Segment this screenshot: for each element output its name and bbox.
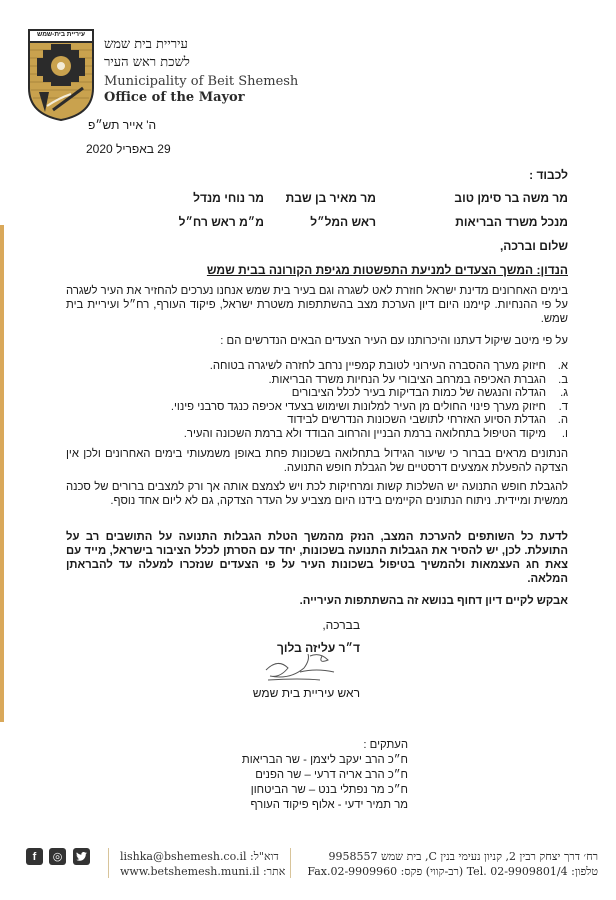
closing-regards: בברכה, <box>322 618 360 632</box>
phone-fax-line: טלפון: Tel. 02-9909801/4 (רב-קווי) פקס: Fax.02-9909960 <box>307 865 598 878</box>
recipient-name-3: מר נוחי מנדל <box>193 191 264 205</box>
subject-line: הנדון: המשך הצעדים למניעת התפשטות מגיפת הקורונה בבית שמש <box>206 263 568 277</box>
cc-label: העתקים : <box>363 739 408 751</box>
list-item-text: חיזוק מערך פינוי החולים מן העיר למלונות ושימוש בצעדי אכיפה כנגד סרבני פינוי. <box>170 400 546 413</box>
signer-name: ד״ר עליזה בלוך <box>276 641 360 655</box>
signature <box>260 650 342 684</box>
cc-item: ח״כ הרב אריה דרעי – שר הפנים <box>255 769 408 781</box>
list-item-text: הגברת האכיפה במרחב הציבורי על הנחיות משרד הבריאות. <box>268 373 546 386</box>
footer-divider <box>108 848 109 878</box>
list-item <box>88 414 568 428</box>
list-marker: ו. <box>561 427 568 440</box>
recipient-title-2: ראש המל״ל <box>310 215 376 229</box>
list-item <box>88 428 568 442</box>
instagram-icon[interactable]: ◎ <box>49 848 66 865</box>
recipient-name-1: מר משה בר סימן טוב <box>454 191 568 205</box>
twitter-icon[interactable] <box>73 848 90 865</box>
date-gregorian: 29 באפריל 2020 <box>86 142 171 156</box>
footer-address <box>307 849 598 879</box>
list-item-text: הגדלת הסיוע האזרחי לתושבי השכונות הנדרשים לבידוד <box>287 414 546 426</box>
office-name-hebrew: לשכת ראש העיר <box>104 55 190 70</box>
recipient-title-3: מ״מ ראש רח״ל <box>178 215 264 229</box>
list-marker: ג. <box>560 387 568 399</box>
action-items-list <box>88 360 568 441</box>
list-marker: ד. <box>558 400 568 413</box>
list-item-text: חיזוק מערך ההסברה העירוני לטובת קמפיין נרחב לחזרה לשיגרה בטוחה. <box>209 360 546 372</box>
list-item <box>88 387 568 401</box>
body-paragraph-2: על פי מיטב שיקול דעתנו והיכרותנו עם העיר הצעדים הבאים הנדרשים הם : <box>220 335 568 347</box>
accent-bar <box>0 225 4 722</box>
list-item <box>88 360 568 374</box>
footer-contact <box>120 849 285 879</box>
logo-banner-text: עיריית בית-שמש <box>37 31 85 38</box>
address-line: רח׳ דרך יצחק רבין 2, קניון נעימי בנין C, בית שמש 9958557 <box>328 850 598 863</box>
signer-title: ראש עיריית בית שמש <box>252 686 360 700</box>
org-name-hebrew: עיריית בית שמש <box>104 37 188 52</box>
recipient-name-2: מר מאיר בן שבת <box>285 191 376 205</box>
email-link[interactable]: דוא"ל: lishka@bshemesh.co.il <box>120 850 279 863</box>
date-hebrew: ה' אייר תש״פ <box>88 118 157 132</box>
list-marker: ב. <box>558 373 568 386</box>
greeting: שלום וברכה, <box>499 239 568 253</box>
list-item <box>88 401 568 415</box>
municipality-logo <box>27 28 95 122</box>
office-name-english: Office of the Mayor <box>104 90 245 105</box>
org-name-english: Municipality of Beit Shemesh <box>104 74 299 89</box>
website-link[interactable]: אתר: www.betshemesh.muni.il <box>120 865 286 878</box>
cc-item: ח״כ הרב יעקב ליצמן - שר הבריאות <box>241 754 408 766</box>
body-paragraph-6: אבקש לקיים דיון דחוף בנושא זה בהשתתפות העירייה. <box>299 595 568 607</box>
list-item-text: מיקוד הטיפול בתחלואה ברמת הבניין והרחוב הבודד ולא ברמת השכונה והעיר. <box>183 427 546 440</box>
body-paragraph-4: להגבלת חופש התנועה יש השלכות קשות ומרחיקות לכת ויש לצמצם אותה אך ורק למצבים ברורים של סכנה ממשית ומיידית. ניתוח הנתונים הקיימים בידנו היום מצביע על העדר הצדקה, גם לא ליום אחד נוסף. <box>66 481 568 507</box>
list-item-text: הגדלה והנגשה של כמות הבדיקות בעיר לכלל הציבורים <box>291 387 546 399</box>
list-item <box>88 374 568 388</box>
footer-divider <box>290 848 291 878</box>
body-paragraph-5: לדעת כל השותפים להערכת המצב, הנזק מהמשך הטלת הגבלות התנועה על התושבים רב על התועלת. לכן, יש להסיר את הגבלות התנועה בשכונות, יחד עם הסרתן לכלל הציבור בישראל, מייד עם צאת חג העצמאות ולהמשיך בטיפול בשכונות העיר על פי הצעדים שנזכרו למעלה עד להבראתן המלאה. <box>66 531 568 585</box>
facebook-icon[interactable]: f <box>26 848 43 865</box>
body-paragraph-1: בימים האחרונים מדינת ישראל חוזרת לאט לשגרה וגם בעיר בית שמש אנחנו נערכים להחזיר את העיר לשגרה על פי ההנחיות. קיימנו היום דיון הערכת מצב בהשתתפות משטרת ישראל, פיקוד העורף, רח״ל ועיריית בית שמש. <box>66 285 568 325</box>
recipient-title-1: מנכל משרד הבריאות <box>455 215 568 229</box>
cc-list <box>242 738 408 813</box>
cc-item: מר תמיר ידעי - אלוף פיקוד העורף <box>250 799 408 811</box>
body-paragraph-3: הנתונים מראים בברור כי שיעור הגידול בתחלואה בשכונות פחת באופן משמעותי בימים האחרונים ולכן אין הצדקה להפעלת אמצעים דרסטיים של הגבלת חופש התנועה. <box>66 448 568 474</box>
list-marker: א. <box>557 360 568 372</box>
cc-item: ח״כ מר נפתלי בנט – שר הביטחון <box>250 784 408 796</box>
list-marker: ה. <box>557 414 568 426</box>
to-label: לכבוד : <box>529 168 568 182</box>
